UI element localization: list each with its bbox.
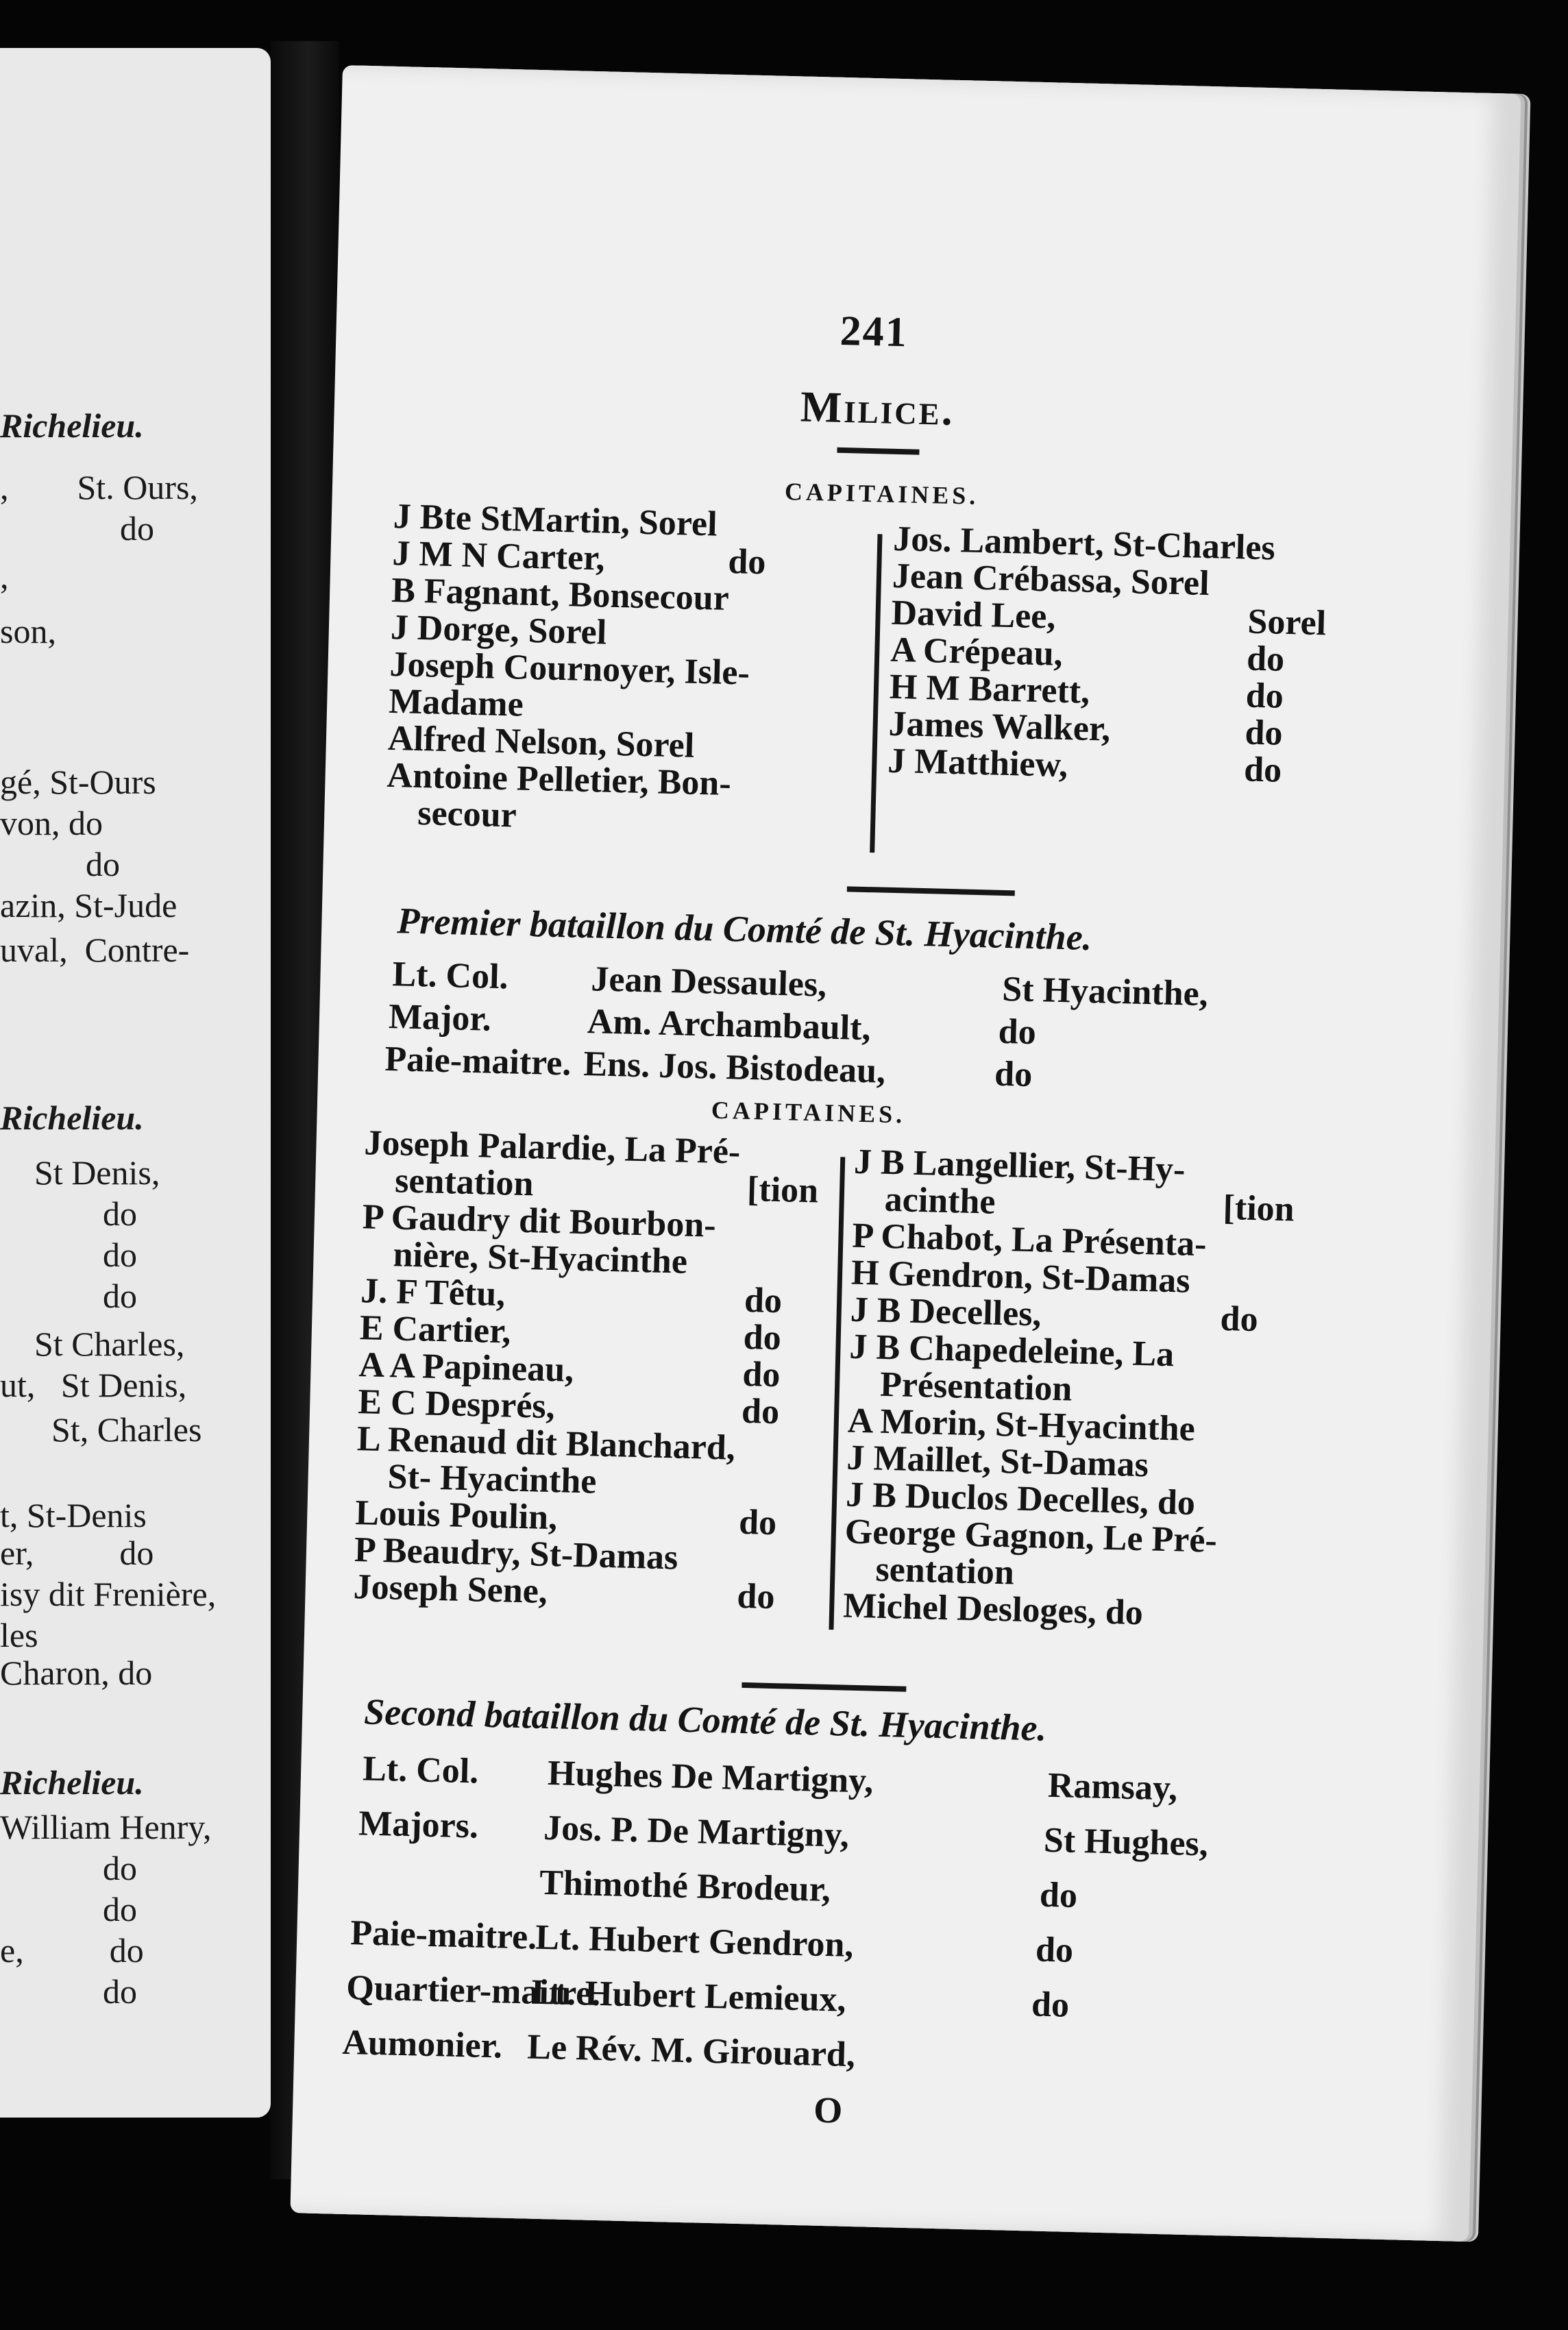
left-page-fragment: t, St-Denis — [0, 1496, 147, 1534]
entry-name: Joseph Palardie, La Pré- — [363, 1123, 741, 1172]
officer-place: do — [1035, 1930, 1074, 1970]
section2-title: Premier bataillon du Comté de St. Hyacinthe. — [396, 900, 1092, 959]
left-page-fragment: do — [0, 845, 120, 883]
left-page-fragment: , — [0, 557, 9, 596]
left-page-fragment: Richelieu. — [0, 1099, 144, 1137]
officer-name: Jos. P. De Martigny, — [543, 1808, 850, 1855]
entry-name: P Gaudry dit Bourbon- — [362, 1197, 717, 1245]
entry-place: do — [1246, 639, 1285, 679]
entry-name: H Gendron, St-Damas — [850, 1253, 1191, 1301]
officer-place: Ramsay, — [1047, 1765, 1178, 1808]
entry-name: James Walker, — [888, 704, 1111, 749]
entry-name: Joseph Sene, — [353, 1567, 548, 1611]
officer-name: Jean Dessaules, — [590, 959, 827, 1005]
entry-name: sentation — [874, 1549, 1015, 1593]
left-page-fragment: isy dit Frenière, — [0, 1575, 217, 1613]
officer-label: Paie-maitre. — [384, 1039, 572, 1083]
officer-label: Aumonier. — [341, 2022, 503, 2066]
captains-heading-1: CAPITAINES. — [784, 477, 979, 510]
officer-place: do — [994, 1054, 1033, 1095]
entry-name: J Bte StMartin, Sorel — [393, 497, 718, 544]
officer-name: Le Rév. M. Girouard, — [526, 2027, 856, 2075]
entry-name: J Maillet, St-Damas — [846, 1438, 1149, 1485]
left-page-fragment: do — [0, 1194, 137, 1233]
entry-name: J Dorge, Sorel — [390, 607, 607, 652]
entry-name: nière, St-Hyacinthe — [392, 1235, 688, 1282]
section-rule-1 — [847, 886, 1015, 896]
entry-name: A Morin, St-Hyacinthe — [847, 1401, 1196, 1449]
left-page-fragment: do — [0, 1849, 137, 1887]
officer-name: Lt. Hubert Gendron, — [535, 1917, 855, 1965]
officer-name: Thimothé Brodeur, — [539, 1863, 831, 1910]
entry-name: B Fagnant, Bonsecour — [391, 570, 730, 618]
entry-name: A Crépeau, — [890, 630, 1064, 674]
officer-label: Lt. Col. — [362, 1749, 479, 1791]
left-page-fragment: gé, St-Ours — [0, 763, 156, 801]
entry-name: J M N Carter, — [391, 533, 606, 578]
section1-left-column — [386, 498, 860, 842]
page-number: 241 — [839, 307, 909, 356]
entry-name: P Beaudry, St-Damas — [354, 1530, 679, 1578]
officer-place: St Hughes, — [1043, 1820, 1209, 1864]
entry-place: do — [738, 1502, 777, 1543]
entry-name: secour — [417, 794, 517, 835]
entry-name: Alfred Nelson, Sorel — [387, 718, 695, 765]
entry-name: E C Després, — [357, 1382, 556, 1427]
left-page-fragment: St Charles, — [0, 1325, 185, 1363]
officer-label: Quartier-maitre. — [345, 1967, 602, 2014]
entry-place: [tion — [1222, 1188, 1295, 1229]
entry-name: Jos. Lambert, St-Charles — [892, 519, 1276, 568]
entry-place: Sorel — [1247, 602, 1327, 643]
page-title: Milice. — [800, 382, 955, 434]
section2-left-column — [353, 1125, 831, 1617]
entry-name: P Chabot, La Présenta- — [851, 1216, 1208, 1264]
left-page-fragment: e, do — [0, 1931, 144, 1970]
left-page-fragment: ut, St Denis, — [0, 1366, 187, 1404]
column-divider-2 — [829, 1157, 845, 1630]
title-rule — [837, 447, 919, 455]
officer-name: Ens. Jos. Bistodeau, — [583, 1044, 886, 1091]
left-page-fragment: Richelieu. — [0, 406, 144, 445]
section2-right-column — [843, 1144, 1348, 1636]
entry-name: St- Hyacinthe — [387, 1457, 598, 1501]
entry-name: L Renaud dit Blanchard, — [356, 1419, 736, 1468]
left-page-fragment: les — [0, 1616, 38, 1654]
entry-place: [tion — [746, 1169, 819, 1211]
entry-place: do — [744, 1280, 783, 1321]
left-page-fragment: von, do — [0, 804, 103, 842]
left-page-fragment: St, Charles — [0, 1410, 202, 1449]
officer-label: Paie-maitre. — [350, 1913, 537, 1957]
entry-name: acinthe — [884, 1179, 996, 1222]
section1-right-column — [887, 521, 1373, 792]
officer-place: do — [998, 1011, 1037, 1053]
entry-place: do — [742, 1354, 781, 1395]
entry-place: do — [1219, 1299, 1259, 1340]
entry-name: Michel Desloges, do — [842, 1586, 1144, 1633]
left-page-fragment: do — [0, 509, 154, 548]
entry-name: Joseph Cournoyer, Isle- — [389, 644, 750, 693]
officer-label: Major. — [388, 997, 492, 1039]
entry-place: do — [1244, 713, 1284, 753]
officer-place: St Hyacinthe, — [1001, 969, 1209, 1014]
officer-name: Hughes De Martigny, — [547, 1754, 874, 1801]
entry-name: H M Barrett, — [889, 667, 1090, 711]
left-page-fragment: Richelieu. — [0, 1763, 144, 1802]
column-divider-1 — [870, 534, 882, 853]
captains-heading-2: CAPITAINES. — [711, 1096, 906, 1129]
entry-name: Madame — [388, 681, 524, 724]
left-page-fragment: er, do — [0, 1534, 154, 1572]
section3-title: Second bataillon du Comté de St. Hyacinthe. — [363, 1691, 1047, 1749]
officer-label: Majors. — [358, 1804, 479, 1846]
officer-name: Lt. Hubert Lemieux, — [530, 1972, 847, 2020]
left-page-fragment: St Denis, — [0, 1153, 160, 1192]
left-page-fragment: Charon, do — [0, 1654, 153, 1692]
officer-place: do — [1039, 1875, 1078, 1915]
entry-name: A A Papineau, — [358, 1345, 574, 1390]
entry-name: J Matthiew, — [887, 741, 1068, 785]
right-page — [290, 65, 1521, 2242]
entry-name: J B Decelles, — [850, 1290, 1042, 1334]
officer-label: Lt. Col. — [391, 955, 509, 997]
entry-name: J. F Têtu, — [360, 1271, 506, 1314]
entry-place: do — [1245, 676, 1284, 716]
entry-name: sentation — [394, 1161, 535, 1204]
entry-place: do — [743, 1317, 782, 1358]
left-page-fragment: do — [0, 1890, 137, 1928]
entry-place: do — [1243, 750, 1282, 790]
entry-name: David Lee, — [891, 593, 1057, 637]
left-page-fragment: azin, St-Jude — [0, 886, 177, 924]
entry-name: J B Langellier, St-Hy- — [853, 1142, 1186, 1190]
entry-place: do — [727, 541, 767, 582]
left-page-fragment: do — [0, 1972, 137, 2011]
left-page-fragment: , St. Ours, — [0, 468, 198, 506]
entry-name: J B Chapedeleine, La — [848, 1327, 1175, 1375]
entry-name: E Cartier, — [359, 1308, 512, 1351]
signature-mark: O — [813, 2089, 844, 2131]
entry-name: Présentation — [879, 1364, 1073, 1409]
left-page-fragment: William Henry, — [0, 1808, 212, 1846]
entry-name: George Gagnon, Le Pré- — [844, 1512, 1218, 1560]
entry-name: J B Duclos Decelles, do — [845, 1475, 1196, 1523]
entry-name: Louis Poulin, — [354, 1493, 558, 1538]
left-page-fragment: do — [0, 1236, 137, 1274]
left-page — [0, 48, 271, 2118]
left-page-fragment: son, — [0, 612, 56, 650]
entry-name: Jean Crébassa, Sorel — [892, 556, 1210, 604]
left-page-fragment: do — [0, 1277, 137, 1315]
section-rule-2 — [742, 1682, 906, 1692]
officer-place: do — [1031, 1985, 1070, 2025]
entry-place: do — [736, 1576, 776, 1617]
entry-place: do — [741, 1391, 780, 1432]
entry-name: Antoine Pelletier, Bon- — [387, 755, 732, 804]
left-page-fragment: uval, Contre- — [0, 931, 190, 969]
officer-name: Am. Archambault, — [587, 1002, 872, 1048]
